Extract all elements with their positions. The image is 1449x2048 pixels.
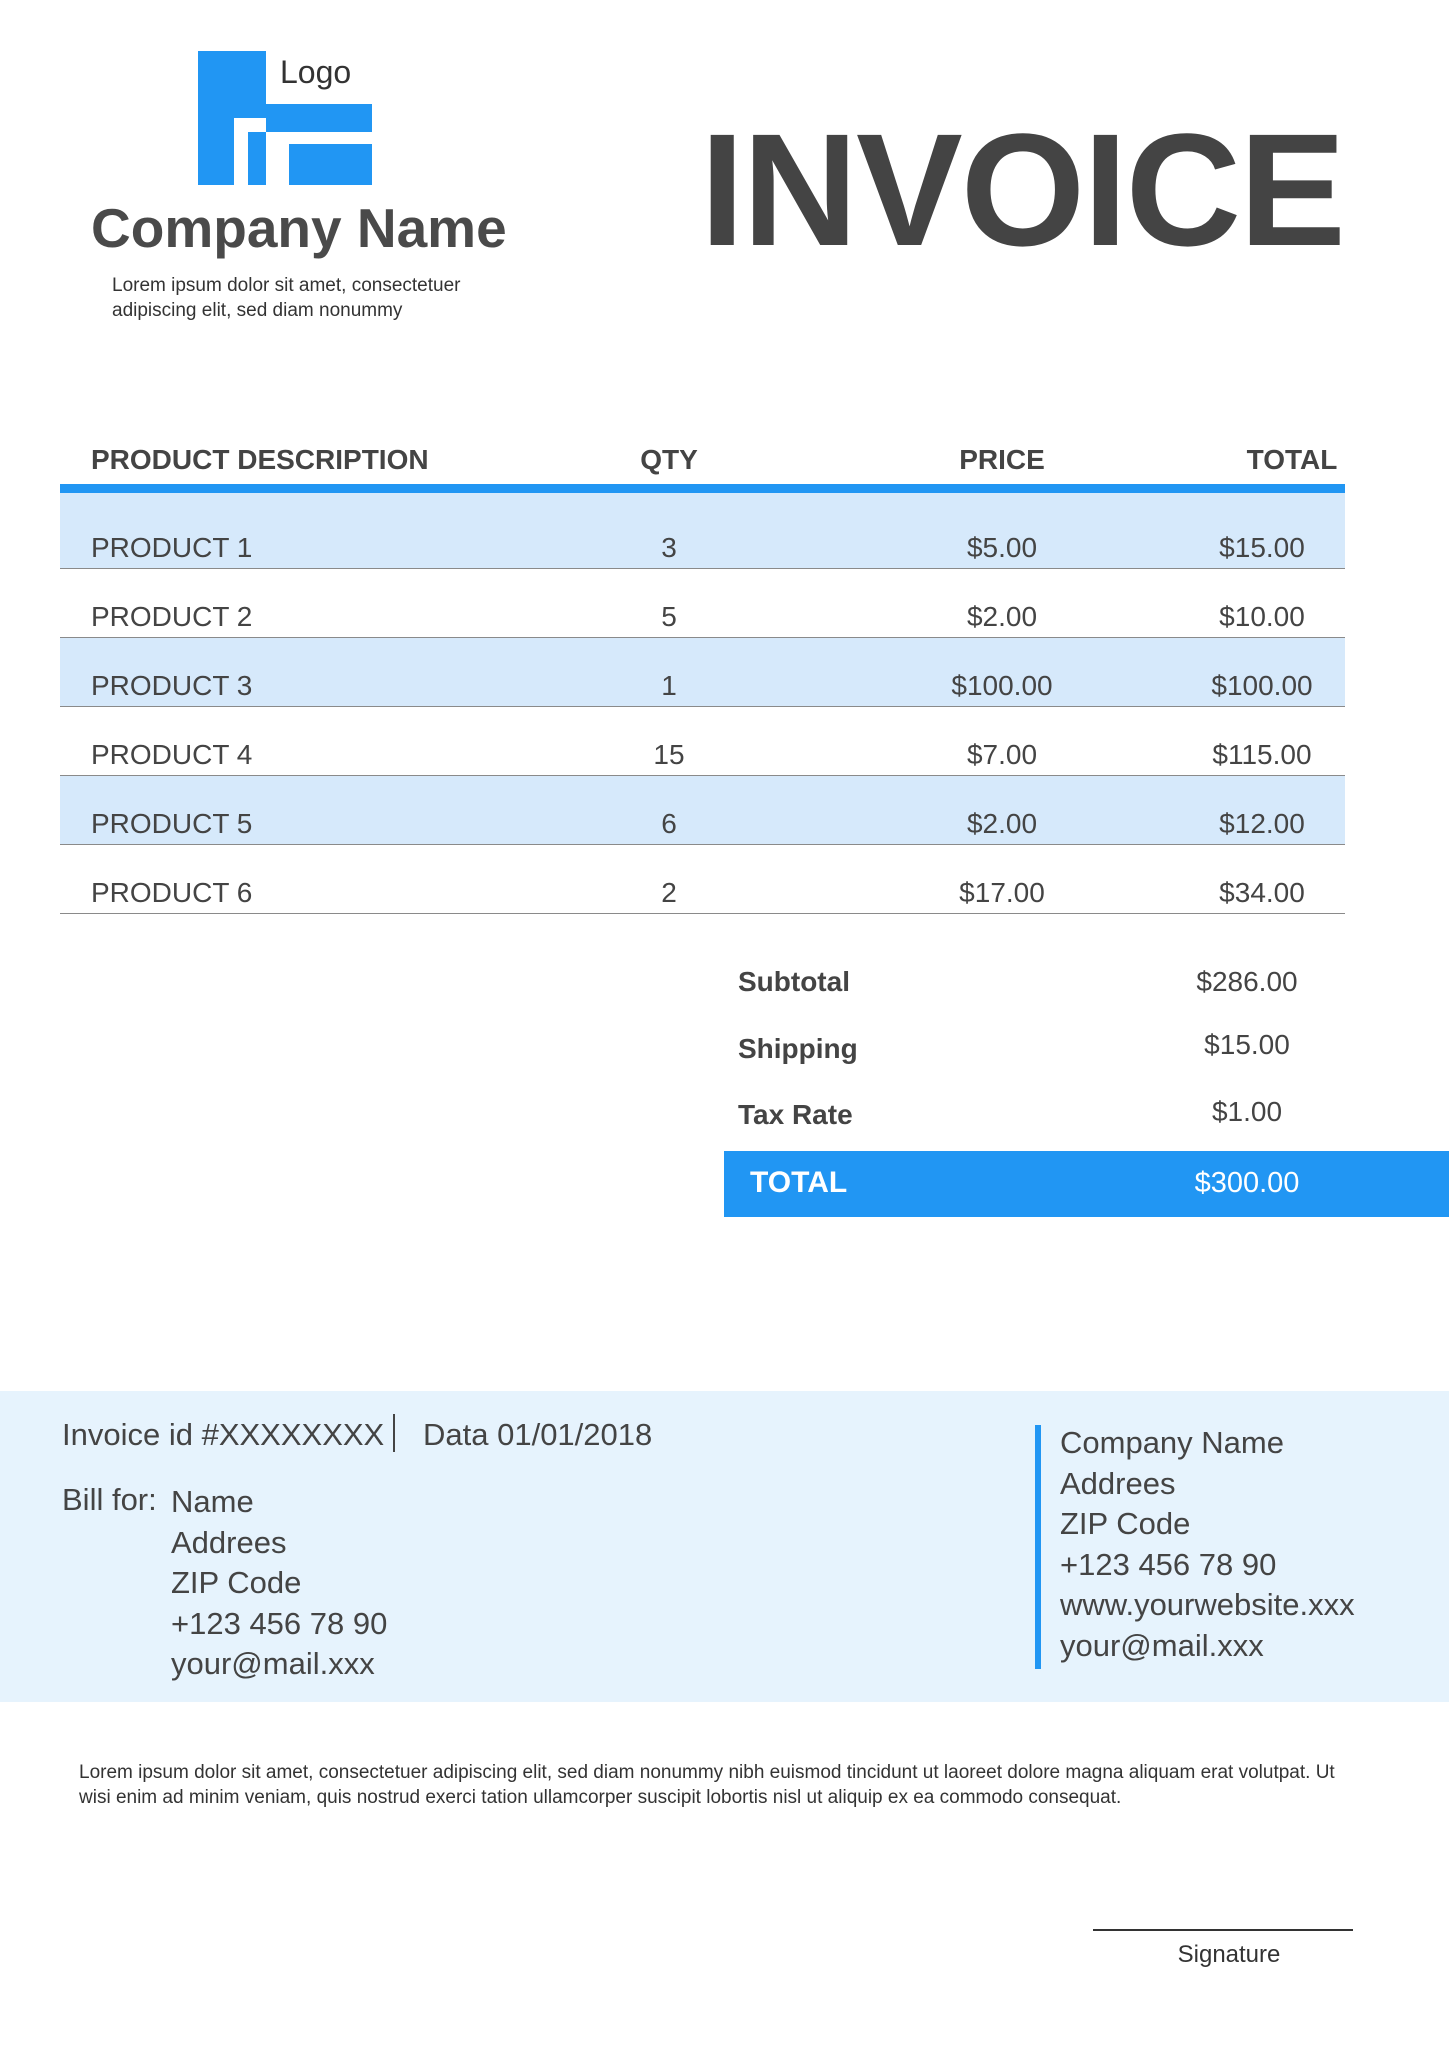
bill-to-address bbox=[171, 1482, 387, 1685]
table-row bbox=[60, 845, 1345, 914]
product-qty: 5 bbox=[661, 601, 677, 632]
product-total: $34.00 bbox=[1219, 877, 1305, 908]
subtotal-label: Subtotal bbox=[738, 966, 850, 997]
company-tagline bbox=[112, 273, 532, 323]
column-header-total: TOTAL bbox=[1246, 444, 1338, 475]
seller-company-name: Company Name bbox=[1060, 1425, 1284, 1460]
bill-to-name: Name bbox=[171, 1484, 254, 1519]
shipping-label: Shipping bbox=[738, 1033, 858, 1064]
table-row bbox=[60, 776, 1345, 845]
table-row bbox=[60, 569, 1345, 638]
table-header bbox=[60, 440, 1345, 480]
product-description: PRODUCT 4 bbox=[91, 739, 253, 770]
seller-contact bbox=[1060, 1423, 1355, 1666]
product-qty: 15 bbox=[653, 739, 685, 770]
product-total: $115.00 bbox=[1212, 739, 1312, 770]
signature-line bbox=[1093, 1929, 1353, 1931]
seller-zip: ZIP Code bbox=[1060, 1506, 1191, 1541]
product-price: $7.00 bbox=[966, 739, 1038, 770]
invoice-title: INVOICE bbox=[700, 100, 1344, 279]
product-price: $2.00 bbox=[966, 808, 1038, 839]
product-price: $17.00 bbox=[959, 877, 1045, 908]
signature-label: Signature bbox=[1177, 1941, 1281, 1968]
terms-line: wisi enim ad minim veniam, quis nostrud exerci tation ullamcorper suscipit lobortis nisl ut aliquip ex ea commodo consequat. bbox=[79, 1787, 1122, 1808]
invoice-date: Data 01/01/2018 bbox=[423, 1417, 653, 1452]
tax-rate-value: $1.00 bbox=[1211, 1096, 1283, 1127]
product-description: PRODUCT 1 bbox=[91, 532, 253, 563]
product-total: $100.00 bbox=[1211, 670, 1313, 701]
seller-address: Addrees bbox=[1060, 1465, 1176, 1501]
shipping-value: $15.00 bbox=[1204, 1029, 1290, 1060]
header-divider bbox=[60, 484, 1345, 493]
product-description: PRODUCT 3 bbox=[91, 670, 253, 701]
product-total: $10.00 bbox=[1219, 601, 1305, 632]
bill-to-email: your@mail.xxx bbox=[171, 1646, 375, 1681]
bill-for-label: Bill for: bbox=[62, 1482, 157, 1517]
tagline-line: Lorem ipsum dolor sit amet, consectetuer bbox=[112, 275, 461, 296]
seller-phone: +123 456 78 90 bbox=[1060, 1546, 1277, 1582]
product-table-body bbox=[60, 493, 1345, 914]
product-description: PRODUCT 5 bbox=[91, 808, 253, 839]
product-price: $100.00 bbox=[951, 670, 1053, 701]
details-divider bbox=[393, 1414, 395, 1452]
product-description: PRODUCT 2 bbox=[91, 601, 253, 632]
seller-accent-bar bbox=[1035, 1425, 1041, 1669]
table-row bbox=[60, 493, 1345, 569]
invoice-id: Invoice id #XXXXXXXX bbox=[62, 1417, 385, 1452]
total-value: $300.00 bbox=[1194, 1167, 1300, 1199]
column-header-qty: QTY bbox=[640, 444, 698, 475]
product-description: PRODUCT 6 bbox=[91, 877, 253, 908]
table-row bbox=[60, 638, 1345, 707]
bill-to-address-line: Addrees bbox=[171, 1524, 287, 1560]
column-header-description: PRODUCT DESCRIPTION bbox=[91, 444, 429, 475]
tagline-line: adipiscing elit, sed diam nonummy bbox=[112, 300, 403, 321]
company-name: Company Name bbox=[91, 197, 507, 259]
product-total: $15.00 bbox=[1219, 532, 1305, 563]
product-price: $2.00 bbox=[966, 601, 1038, 632]
product-total: $12.00 bbox=[1219, 808, 1305, 839]
table-row bbox=[60, 707, 1345, 776]
product-qty: 2 bbox=[661, 877, 677, 908]
logo-text: Logo bbox=[280, 54, 352, 90]
product-qty: 6 bbox=[661, 808, 677, 839]
bill-to-phone: +123 456 78 90 bbox=[171, 1605, 388, 1641]
seller-email: your@mail.xxx bbox=[1060, 1627, 1264, 1663]
terms-text bbox=[79, 1760, 1379, 1810]
product-qty: 3 bbox=[661, 532, 677, 563]
column-header-price: PRICE bbox=[959, 444, 1045, 475]
bill-to-zip: ZIP Code bbox=[171, 1565, 302, 1600]
seller-website: www.yourwebsite.xxx bbox=[1060, 1587, 1355, 1622]
product-qty: 1 bbox=[661, 670, 677, 701]
total-label: TOTAL bbox=[750, 1166, 848, 1199]
terms-line: Lorem ipsum dolor sit amet, consectetuer adipiscing elit, sed diam nonummy nibh euismod tincidunt ut laoreet dolore magna aliquam erat volutpat. Ut bbox=[79, 1762, 1335, 1783]
product-price: $5.00 bbox=[966, 532, 1038, 563]
subtotal-value: $286.00 bbox=[1196, 966, 1298, 997]
tax-rate-label: Tax Rate bbox=[738, 1099, 853, 1130]
